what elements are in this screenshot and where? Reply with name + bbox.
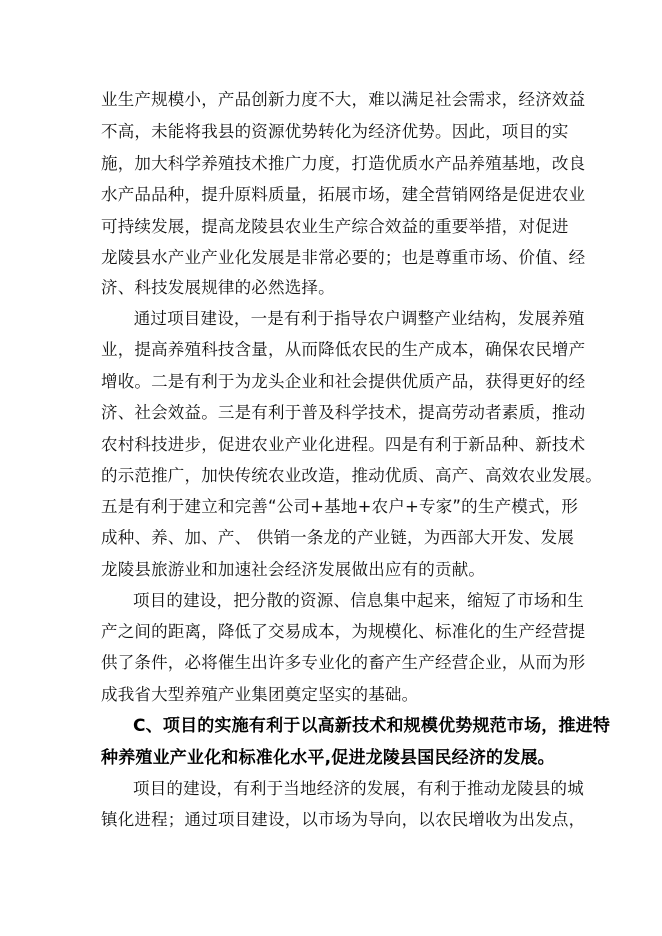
- text-line-5: 可持续发展，提高龙陵县农业生产综合效益的重要举措，对促进: [101, 217, 569, 236]
- text-line-24: 镇化进程；通过项目建设，以市场为导向，以农民增收为出发点，: [101, 810, 586, 829]
- text-line-15: 成种、养、加、产、 供销一条龙的产业链，为西部大开发、发展: [101, 528, 575, 547]
- text-line-7: 济、科技发展规律的必然选择。: [101, 278, 335, 297]
- text-line-23: 项目的建设，有利于当地经济的发展，有利于推动龙陵县的城: [133, 779, 584, 798]
- text-line-6: 龙陵县水产业产业化发展是非常必要的；也是尊重市场、价值、经: [101, 248, 586, 267]
- section-heading-c-line-2: 种养殖业产业化和标准化水平,促进龙陵县国民经济的发展。: [101, 748, 555, 768]
- text-line-4: 水产品品种，提升原料质量，拓展市场，建全营销网络是促进农业: [101, 185, 586, 204]
- text-line-11: 济、社会效益。三是有利于普及科学技术，提高劳动者素质，推动: [101, 403, 586, 422]
- text-line-9: 业，提高养殖科技含量，从而降低农民的生产成本，确保农民增产: [101, 340, 586, 359]
- text-line-19: 供了条件，必将催生出许多专业化的畜产生产经营企业，从而为形: [101, 653, 586, 672]
- text-line-20: 成我省大型养殖产业集团奠定坚实的基础。: [101, 685, 419, 704]
- text-line-13: 的示范推广，加快传统农业改造，推动优质、高产、高效农业发展。: [101, 466, 602, 485]
- section-heading-c-line-1: C、项目的实施有利于以高新技术和规模优势规范市场，推进特: [133, 716, 611, 736]
- text-line-14: 五是有利于建立和完善“公司+基地+农户+专家”的生产模式，形: [101, 497, 579, 516]
- text-line-2: 不高，未能将我县的资源优势转化为经济优势。因此，项目的实: [101, 122, 569, 141]
- text-line-12: 农村科技进步，促进农业产业化进程。四是有利于新品种、新技术: [101, 435, 586, 454]
- text-line-3: 施，加大科学养殖技术推广力度，打造优质水产品养殖基地，改良: [101, 154, 586, 173]
- text-line-10: 增收。二是有利于为龙头企业和社会提供优质产品，获得更好的经: [101, 372, 586, 391]
- text-line-8: 通过项目建设，一是有利于指导农户调整产业结构，发展养殖: [117, 309, 585, 328]
- text-line-18: 产之间的距离，降低了交易成本，为规模化、标准化的生产经营提: [101, 622, 586, 641]
- text-line-1: 业生产规模小，产品创新力度不大，难以满足社会需求，经济效益: [101, 90, 586, 109]
- text-line-16: 龙陵县旅游业和加速社会经济发展做出应有的贡献。: [101, 560, 486, 579]
- text-line-17: 项目的建设，把分散的资源、信息集中起来，缩短了市场和生: [133, 591, 584, 610]
